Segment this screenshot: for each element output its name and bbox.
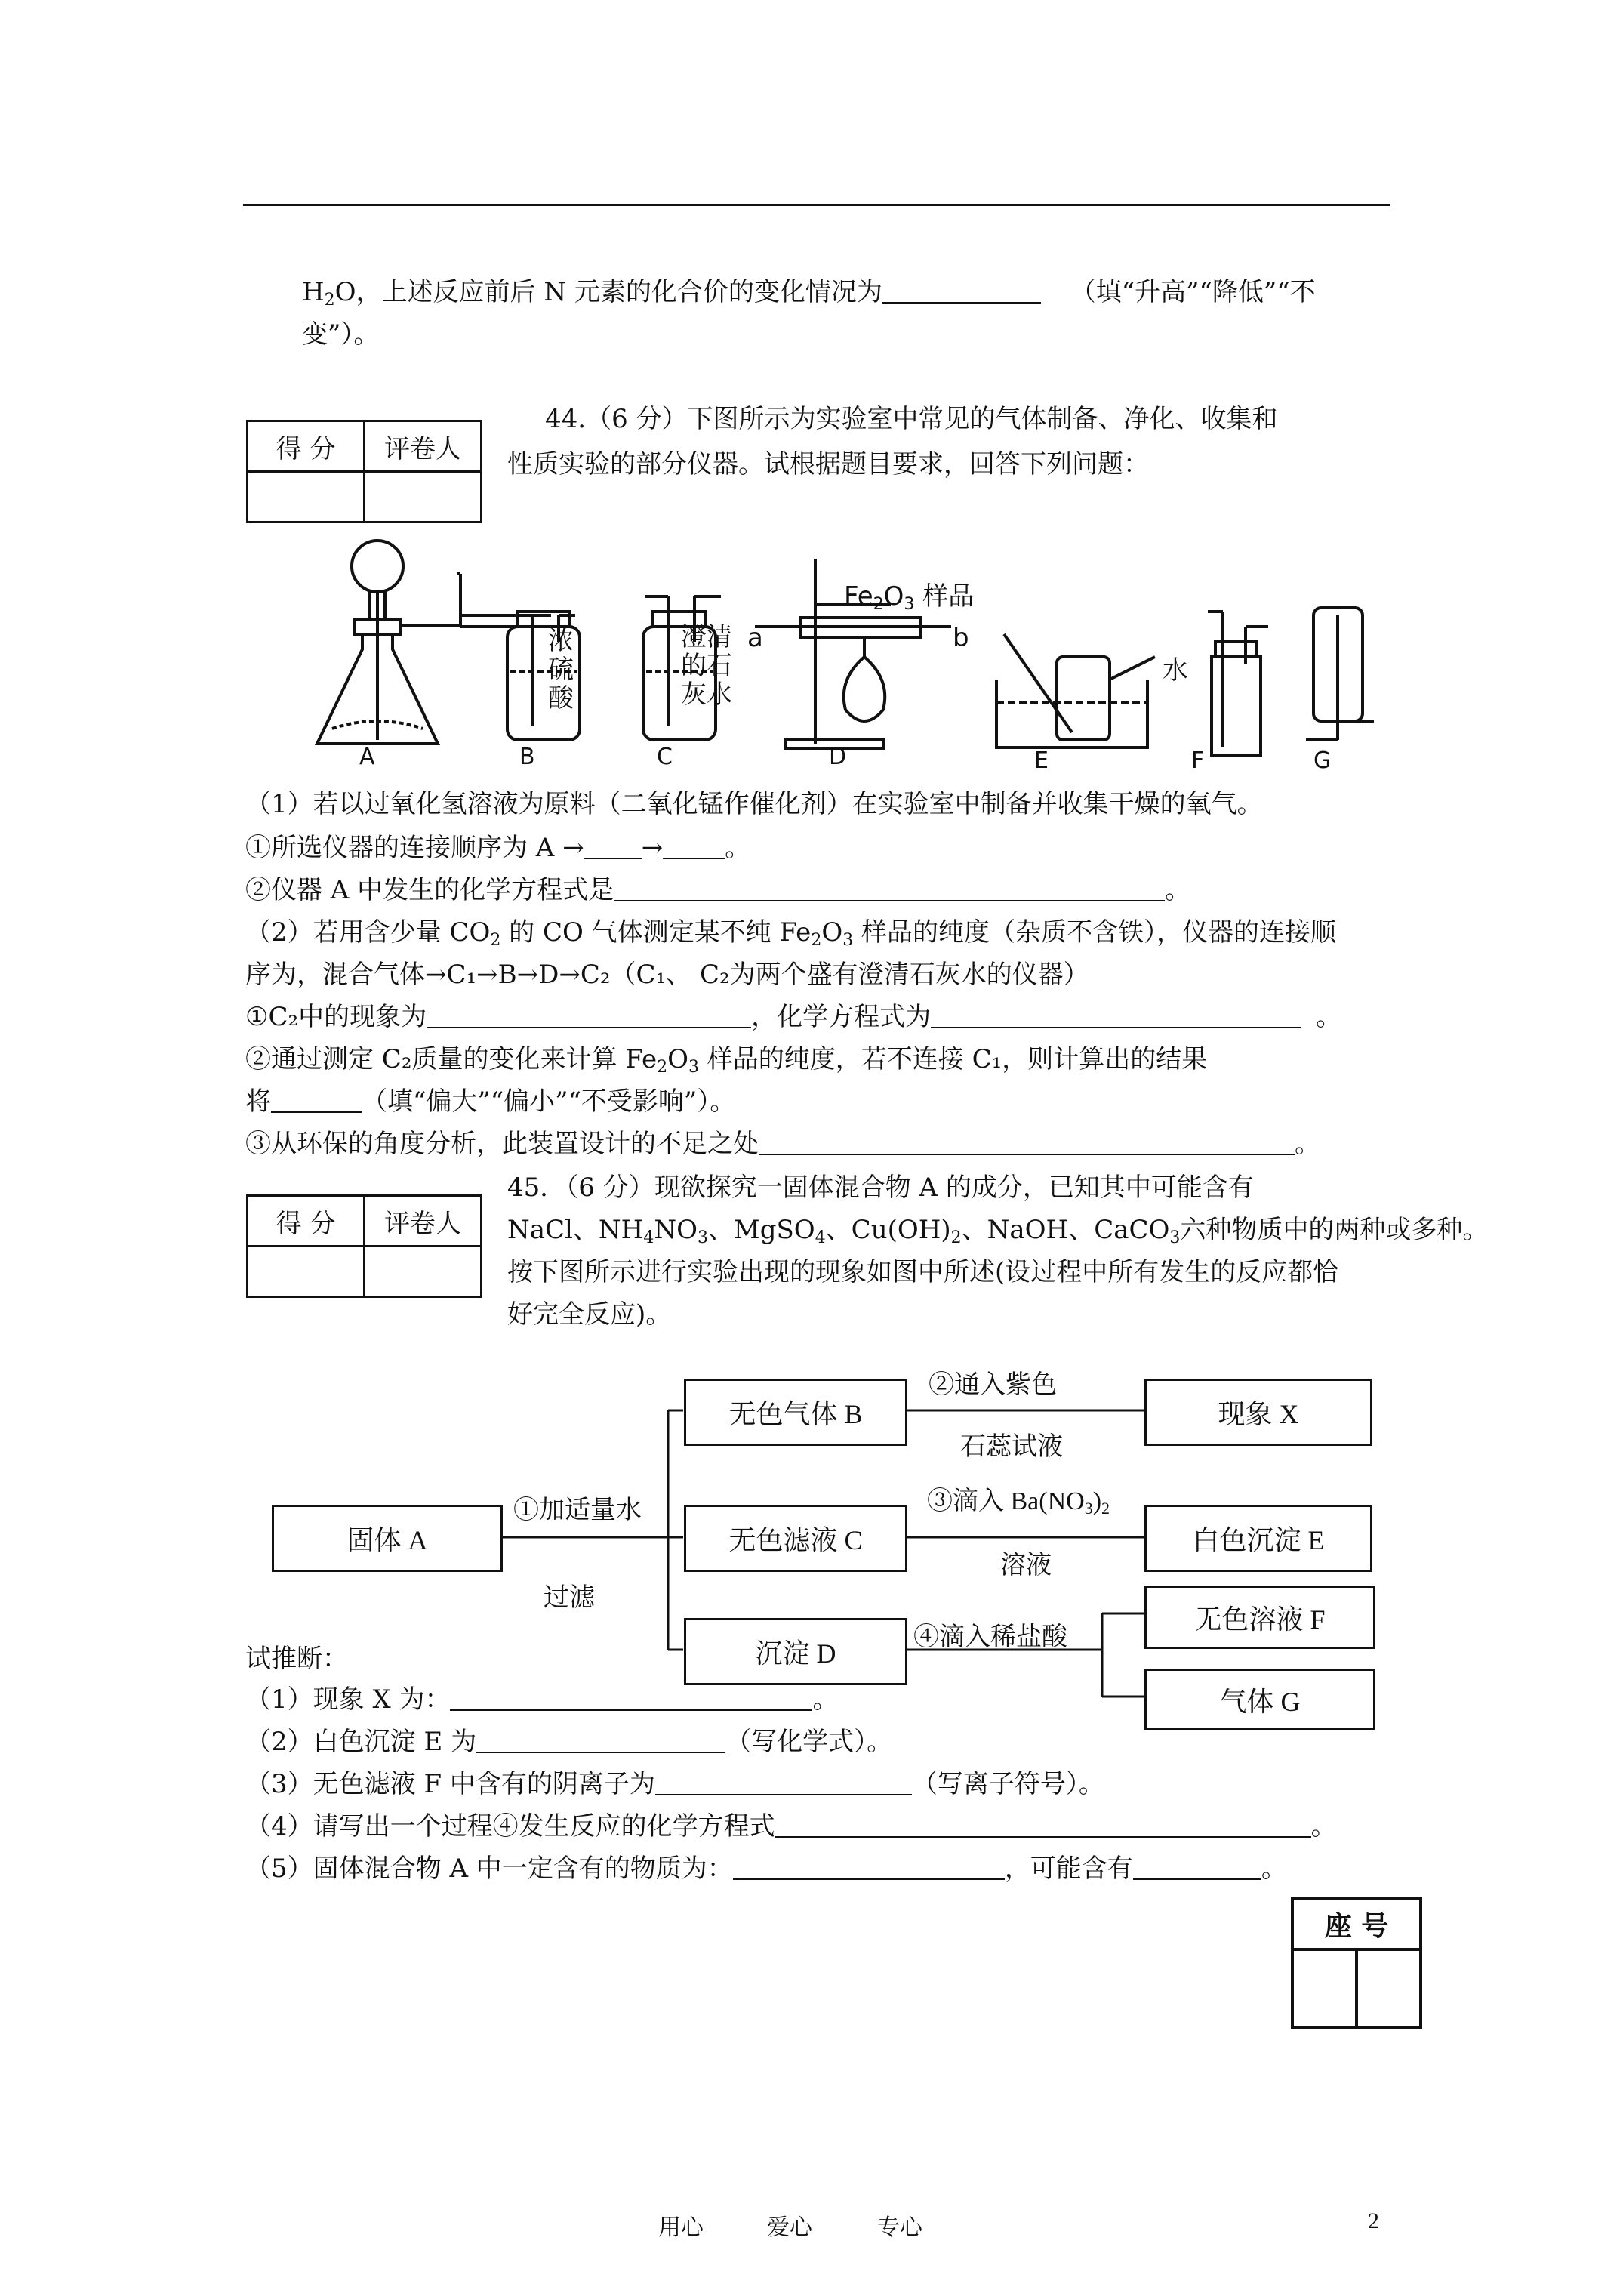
footer-right: 专心 — [877, 2214, 922, 2241]
flow-precipitate-d: 沉淀 D — [684, 1618, 907, 1685]
apparatus-c-label-text: 澄清的石灰水 — [681, 622, 732, 710]
flow-solid-a: 固体 A — [272, 1505, 503, 1572]
apparatus-d-port-a: a — [747, 623, 763, 653]
q45-intro-4: 好完全反应)。 — [507, 1299, 672, 1330]
apparatus-label-e: E — [1034, 747, 1049, 774]
seat-cell-1[interactable] — [1294, 1951, 1358, 2026]
flow-step2-label-a: ②通入紫色 — [929, 1371, 1057, 1399]
seat-number-label: 座 号 — [1294, 1900, 1419, 1951]
apparatus-label-g: G — [1313, 747, 1332, 774]
q44-part1-q1: ①所选仪器的连接顺序为 A → → 。 — [245, 833, 751, 863]
footer-left: 用心 — [658, 2214, 704, 2241]
flow-step3-label-a: ③滴入 $Ba(NO_3)_2$ — [927, 1487, 1110, 1518]
flow-gas-b: 无色气体 B — [684, 1379, 907, 1446]
flow-white-precipitate-e: 白色沉淀 E — [1144, 1505, 1372, 1572]
apparatus-d-sample-label: $Fe_2O_3$ 样品 — [844, 581, 975, 614]
q44-intro-2: 性质实验的部分仪器。试根据题目要求，回答下列问题： — [507, 449, 1149, 479]
score-header: 得 分 — [248, 1196, 365, 1247]
apparatus-label-b: B — [519, 744, 535, 770]
flow-solution-f: 无色溶液 F — [1144, 1586, 1375, 1649]
apparatus-e-water-label: 水 — [1163, 655, 1188, 686]
q45-a1-blank[interactable] — [450, 1684, 812, 1711]
q44-part1-q2: ②仪器 A 中发生的化学方程式是 。 — [245, 875, 1191, 905]
flow-filter-label: 过滤 — [544, 1584, 595, 1612]
q43-line2: 变”）。 — [302, 319, 380, 350]
flow-gas-g: 气体 G — [1144, 1669, 1375, 1730]
q45-a3-blank[interactable] — [655, 1768, 912, 1795]
apparatus-b-label-text: 浓硫酸 — [548, 626, 574, 713]
q45-a3: （3）无色滤液 F 中含有的阴离子为 （写离子符号）。 — [245, 1769, 1104, 1799]
q45-a1: （1）现象 X 为： 。 — [245, 1684, 839, 1715]
q44-part2-q1: ①C₂中的现象为 ，化学方程式为 。 — [245, 1002, 1342, 1032]
apparatus-d-port-b: b — [953, 623, 969, 653]
q45-a4-blank[interactable] — [775, 1811, 1311, 1838]
flow-step2-label-b: 石蕊试液 — [960, 1433, 1063, 1461]
apparatus-label-d: D — [829, 744, 847, 770]
q44-part2-q2: ②通过测定 C₂质量的变化来计算 $Fe_2O_3$ 样品的纯度，若不连接 C₁，则计算出的结果 — [245, 1044, 1208, 1077]
score-header: 得 分 — [248, 421, 365, 472]
q45-a2: （2）白色沉淀 E 为 （写化学式）。 — [245, 1727, 893, 1757]
q44-part2-q3: ③从环保的角度分析，此装置设计的不足之处 。 — [245, 1129, 1320, 1159]
apparatus-label-f: F — [1191, 747, 1205, 774]
q43-line1: $H_2O$，上述反应前后 N 元素的化合价的变化情况为 （填“升高”“降低”“不 — [302, 277, 1316, 310]
flow-step1-label: ①加适量水 — [513, 1496, 642, 1524]
q44-part2-stem-2: 序为，混合气体→C₁→B→D→C₂（C₁、 C₂为两个盛有澄清石灰水的仪器） — [245, 960, 1089, 990]
seat-cell-2[interactable] — [1358, 1951, 1419, 2026]
q45-a5-blank-2[interactable] — [1133, 1853, 1261, 1880]
q45-intro-2: NaCl、$NH_4NO_3$、MgSO$_4$、$Cu(OH)_2$、NaOH、CaCO$_3$六种物质中的两种或多种。 — [507, 1215, 1489, 1247]
q45-a4: （4）请写出一个过程④发生反应的化学方程式 。 — [245, 1811, 1337, 1841]
seat-number-box — [1291, 1897, 1422, 2029]
q45-infer: 试推断： — [245, 1644, 348, 1674]
reviewer-header: 评卷人 — [365, 421, 482, 472]
q45-intro-3: 按下图所示进行实验出现的现象如图中所述(设过程中所有发生的反应都恰 — [507, 1257, 1339, 1287]
reviewer-header: 评卷人 — [365, 1196, 482, 1247]
apparatus-label-a: A — [359, 744, 375, 770]
apparatus-label-c: C — [657, 744, 673, 770]
q44-part2-stem-1: （2）若用含少量 $CO_2$ 的 CO 气体测定某不纯 $Fe_2O_3$ 样品的纯度（杂质不含铁），仪器的连接顺 — [245, 917, 1336, 950]
q44-intro-1: 44.（6 分）下图所示为实验室中常见的气体制备、净化、收集和 — [545, 404, 1278, 434]
q45-a5: （5）固体混合物 A 中一定含有的物质为： ，可能含有 。 — [245, 1854, 1287, 1884]
flow-step3-label-b: 溶液 — [1000, 1552, 1052, 1579]
q45-intro-1: 45．（6 分）现欲探究一固体混合物 A 的成分，已知其中可能含有 — [507, 1173, 1254, 1203]
flow-phenomenon-x: 现象 X — [1144, 1379, 1372, 1446]
q44-part2-q2-cont: 将 （填“偏大”“偏小”“不受影响”）。 — [245, 1086, 736, 1117]
page-number: 2 — [1368, 2208, 1379, 2233]
q44-part1-stem: （1）若以过氧化氢溶液为原料（二氧化锰作催化剂）在实验室中制备并收集干燥的氧气。 — [245, 789, 1263, 819]
q45-a5-blank-1[interactable] — [733, 1853, 1005, 1880]
flow-filtrate-c: 无色滤液 C — [684, 1505, 907, 1572]
flow-step4-label: ④滴入稀盐酸 — [913, 1623, 1067, 1651]
footer-mid: 爱心 — [767, 2214, 812, 2241]
q45-a2-blank[interactable] — [476, 1726, 725, 1753]
